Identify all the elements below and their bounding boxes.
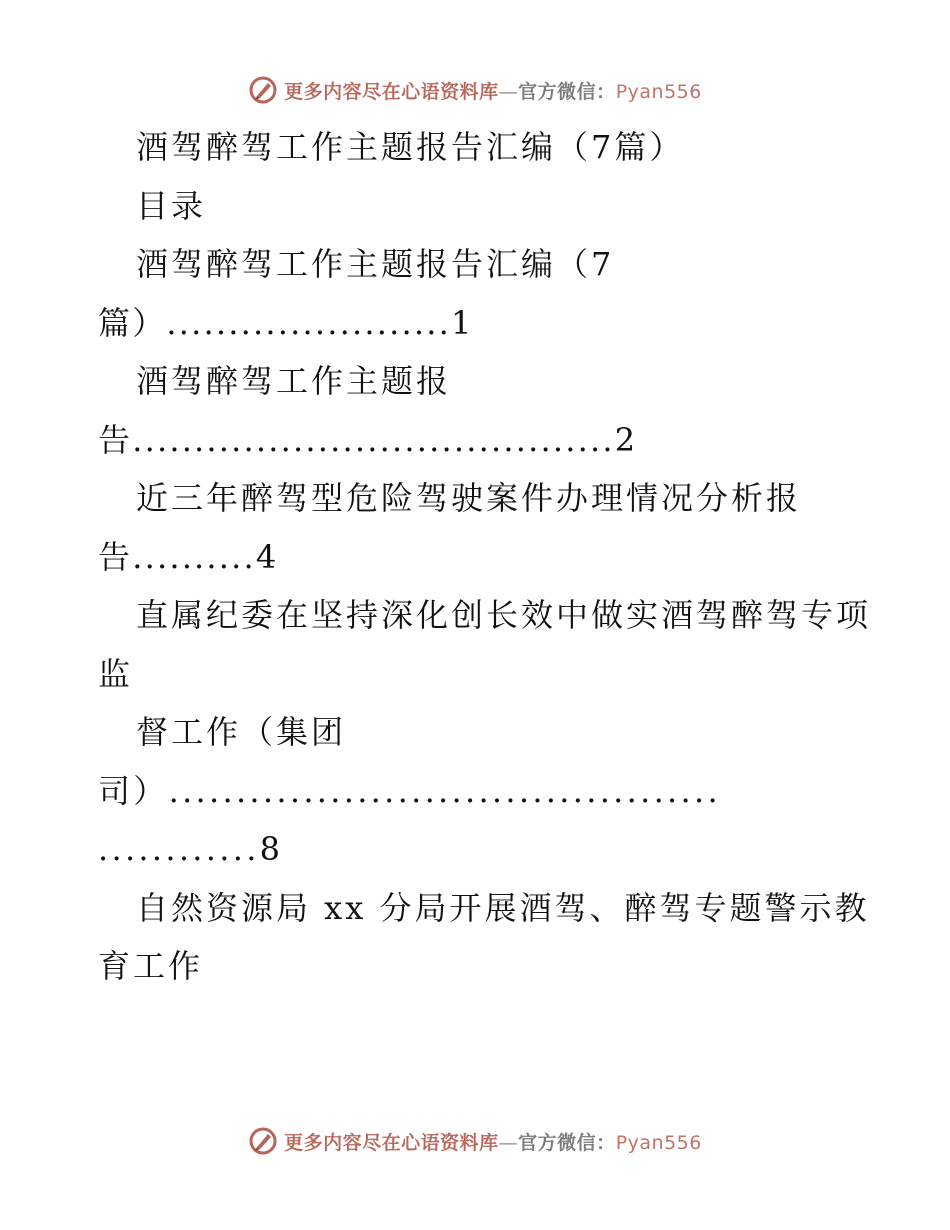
toc-entry-4-line-3: 督工作（集团: [136, 713, 347, 751]
banner-wechat-id: Pyan556: [615, 1131, 702, 1154]
toc-entry-1-line-2: 篇）.......................1: [98, 303, 474, 342]
toc-entry-2-line-1: 酒驾醉驾工作主题报: [136, 362, 452, 400]
toc-entry-1-line-1: 酒驾醉驾工作主题报告汇编（7: [136, 245, 615, 283]
toc-entry-3-line-2: 告..........4: [98, 537, 279, 576]
document-body: [98, 118, 872, 996]
quill-logo-icon: [248, 75, 278, 105]
banner-text: [284, 77, 702, 104]
banner-site-name: 更多内容尽在心语资料库: [284, 1131, 499, 1154]
toc-entry-2-line-2: 告.......................................2: [98, 420, 638, 459]
toc-entry-5-line-2: 育工作: [98, 947, 204, 985]
banner-text: [284, 1128, 702, 1155]
banner-dash: —: [498, 80, 519, 103]
toc-heading: 目录: [136, 186, 207, 225]
toc-entry-4-line-1: 直属纪委在坚持深化创长效中做实酒驾醉驾专项: [136, 596, 872, 634]
banner-wechat-label: 官方微信：: [518, 1131, 616, 1154]
toc-entry-4-line-5: ............8: [98, 830, 284, 868]
toc-entry-5-line-1: 自然资源局 xx 分局开展酒驾、醉驾专题警示教: [136, 888, 870, 927]
document-title: 酒驾醉驾工作主题报告汇编（7篇）: [136, 128, 685, 166]
toc-entry-3-line-1: 近三年醉驾型危险驾驶案件办理情况分析报: [136, 479, 802, 517]
banner-site-name: 更多内容尽在心语资料库: [284, 80, 499, 103]
banner-wechat-label: 官方微信：: [518, 80, 616, 103]
toc-entry-4-line-4: 司）.........................................: [98, 771, 721, 810]
footer-watermark-banner: [0, 1121, 950, 1161]
toc-entry-4-line-2: 监: [98, 654, 134, 693]
banner-wechat-id: Pyan556: [615, 80, 702, 103]
quill-logo-icon: [248, 1126, 278, 1156]
header-watermark-banner: [0, 70, 950, 110]
banner-dash: —: [498, 1131, 519, 1154]
